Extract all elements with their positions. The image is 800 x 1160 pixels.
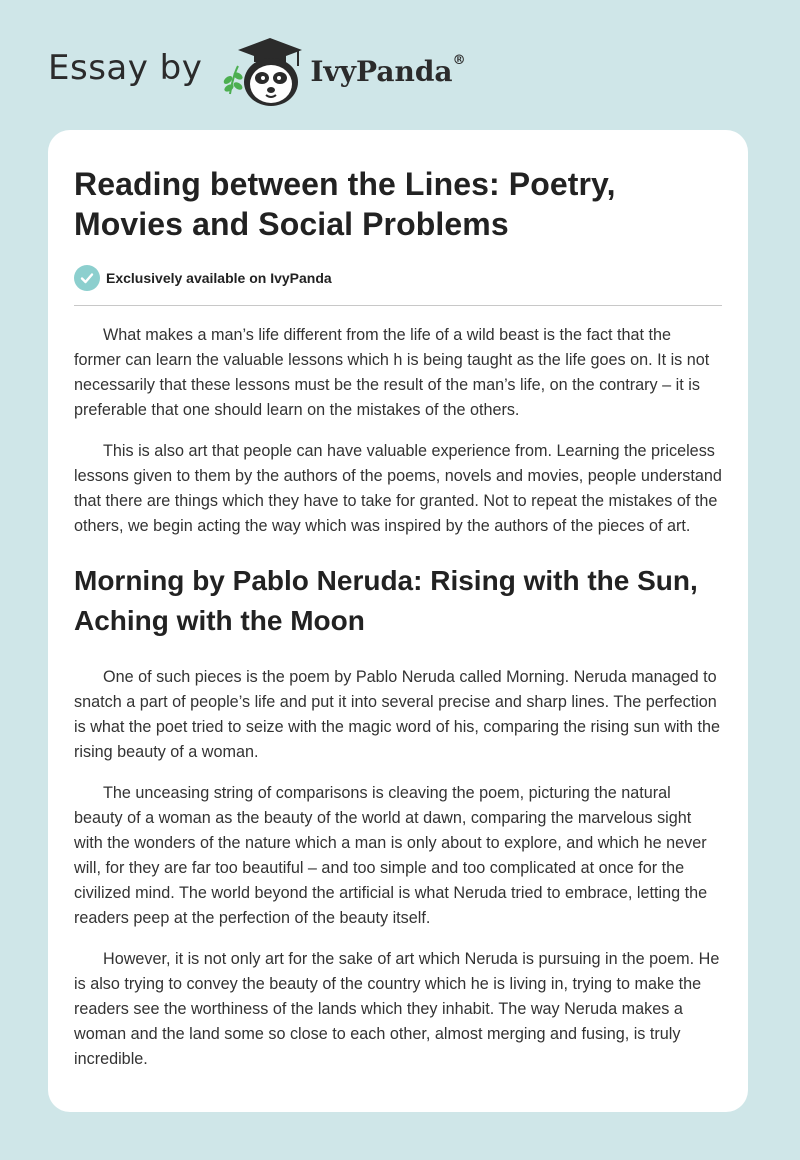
site-header	[48, 36, 466, 108]
essay-by-label: Essay by	[48, 48, 203, 88]
paragraph: However, it is not only art for the sake of art which Neruda is pursuing in the poem. He is also trying to convey the beauty of the country which he is living in, trying to make the readers see the worthiness of the lands which they inhabit. The way Neruda makes a woman and the land some so close to each other, almost merging and fusing, is truly incredible.	[74, 950, 720, 1068]
badge-text: Exclusively available on IvyPanda	[106, 270, 332, 286]
registered-mark: ®	[452, 52, 466, 68]
check-icon	[74, 265, 100, 291]
divider	[74, 305, 722, 306]
paragraph: This is also art that people can have valuable experience from. Learning the priceless lessons given to them by the authors of the poems, novels and movies, people understand that there are things which they have to take for granted. Not to repeat the mistakes of the others, we begin acting the way which was inspired by the authors of the pieces of art.	[74, 442, 722, 535]
paragraph: The unceasing string of comparisons is cleaving the poem, picturing the natural beauty of a woman as the beauty of the world at dawn, comparing the marvelous sight with the wonders of the nature which a man is only about to explore, and which he never will, for they are far too beautiful – and too simple and too complicated at once for the civilized mind. The world beyond the artificial is what Neruda tried to embrace, letting the readers peep at the perfection of the beauty itself.	[74, 784, 708, 927]
panda-graduate-icon[interactable]	[218, 36, 306, 108]
section-heading: Morning by Pablo Neruda: Rising with the Sun, Aching with the Moon	[74, 565, 698, 636]
brand-name[interactable]	[310, 52, 466, 88]
paragraph: One of such pieces is the poem by Pablo Neruda called Morning. Neruda managed to snatch a part of people’s life and put it into several precise and sharp lines. The perfection is what the poet tried to seize with the magic word of his, comparing the rising sun with the rising beauty of a woman.	[74, 668, 721, 761]
paragraph: What makes a man’s life different from the life of a wild beast is the fact that the former can learn the valuable lessons which h is being taught as the life goes on. It is not necessarily that these lessons must be the result of the man’s life, on the contrary – it is preferable that one should learn on the mistakes of the others.	[74, 326, 710, 419]
brand-text: IvyPanda	[310, 54, 453, 88]
essay-title: Reading between the Lines: Poetry, Movies and Social Problems	[74, 166, 616, 242]
essay-card	[48, 130, 748, 1112]
exclusive-badge	[74, 264, 722, 292]
